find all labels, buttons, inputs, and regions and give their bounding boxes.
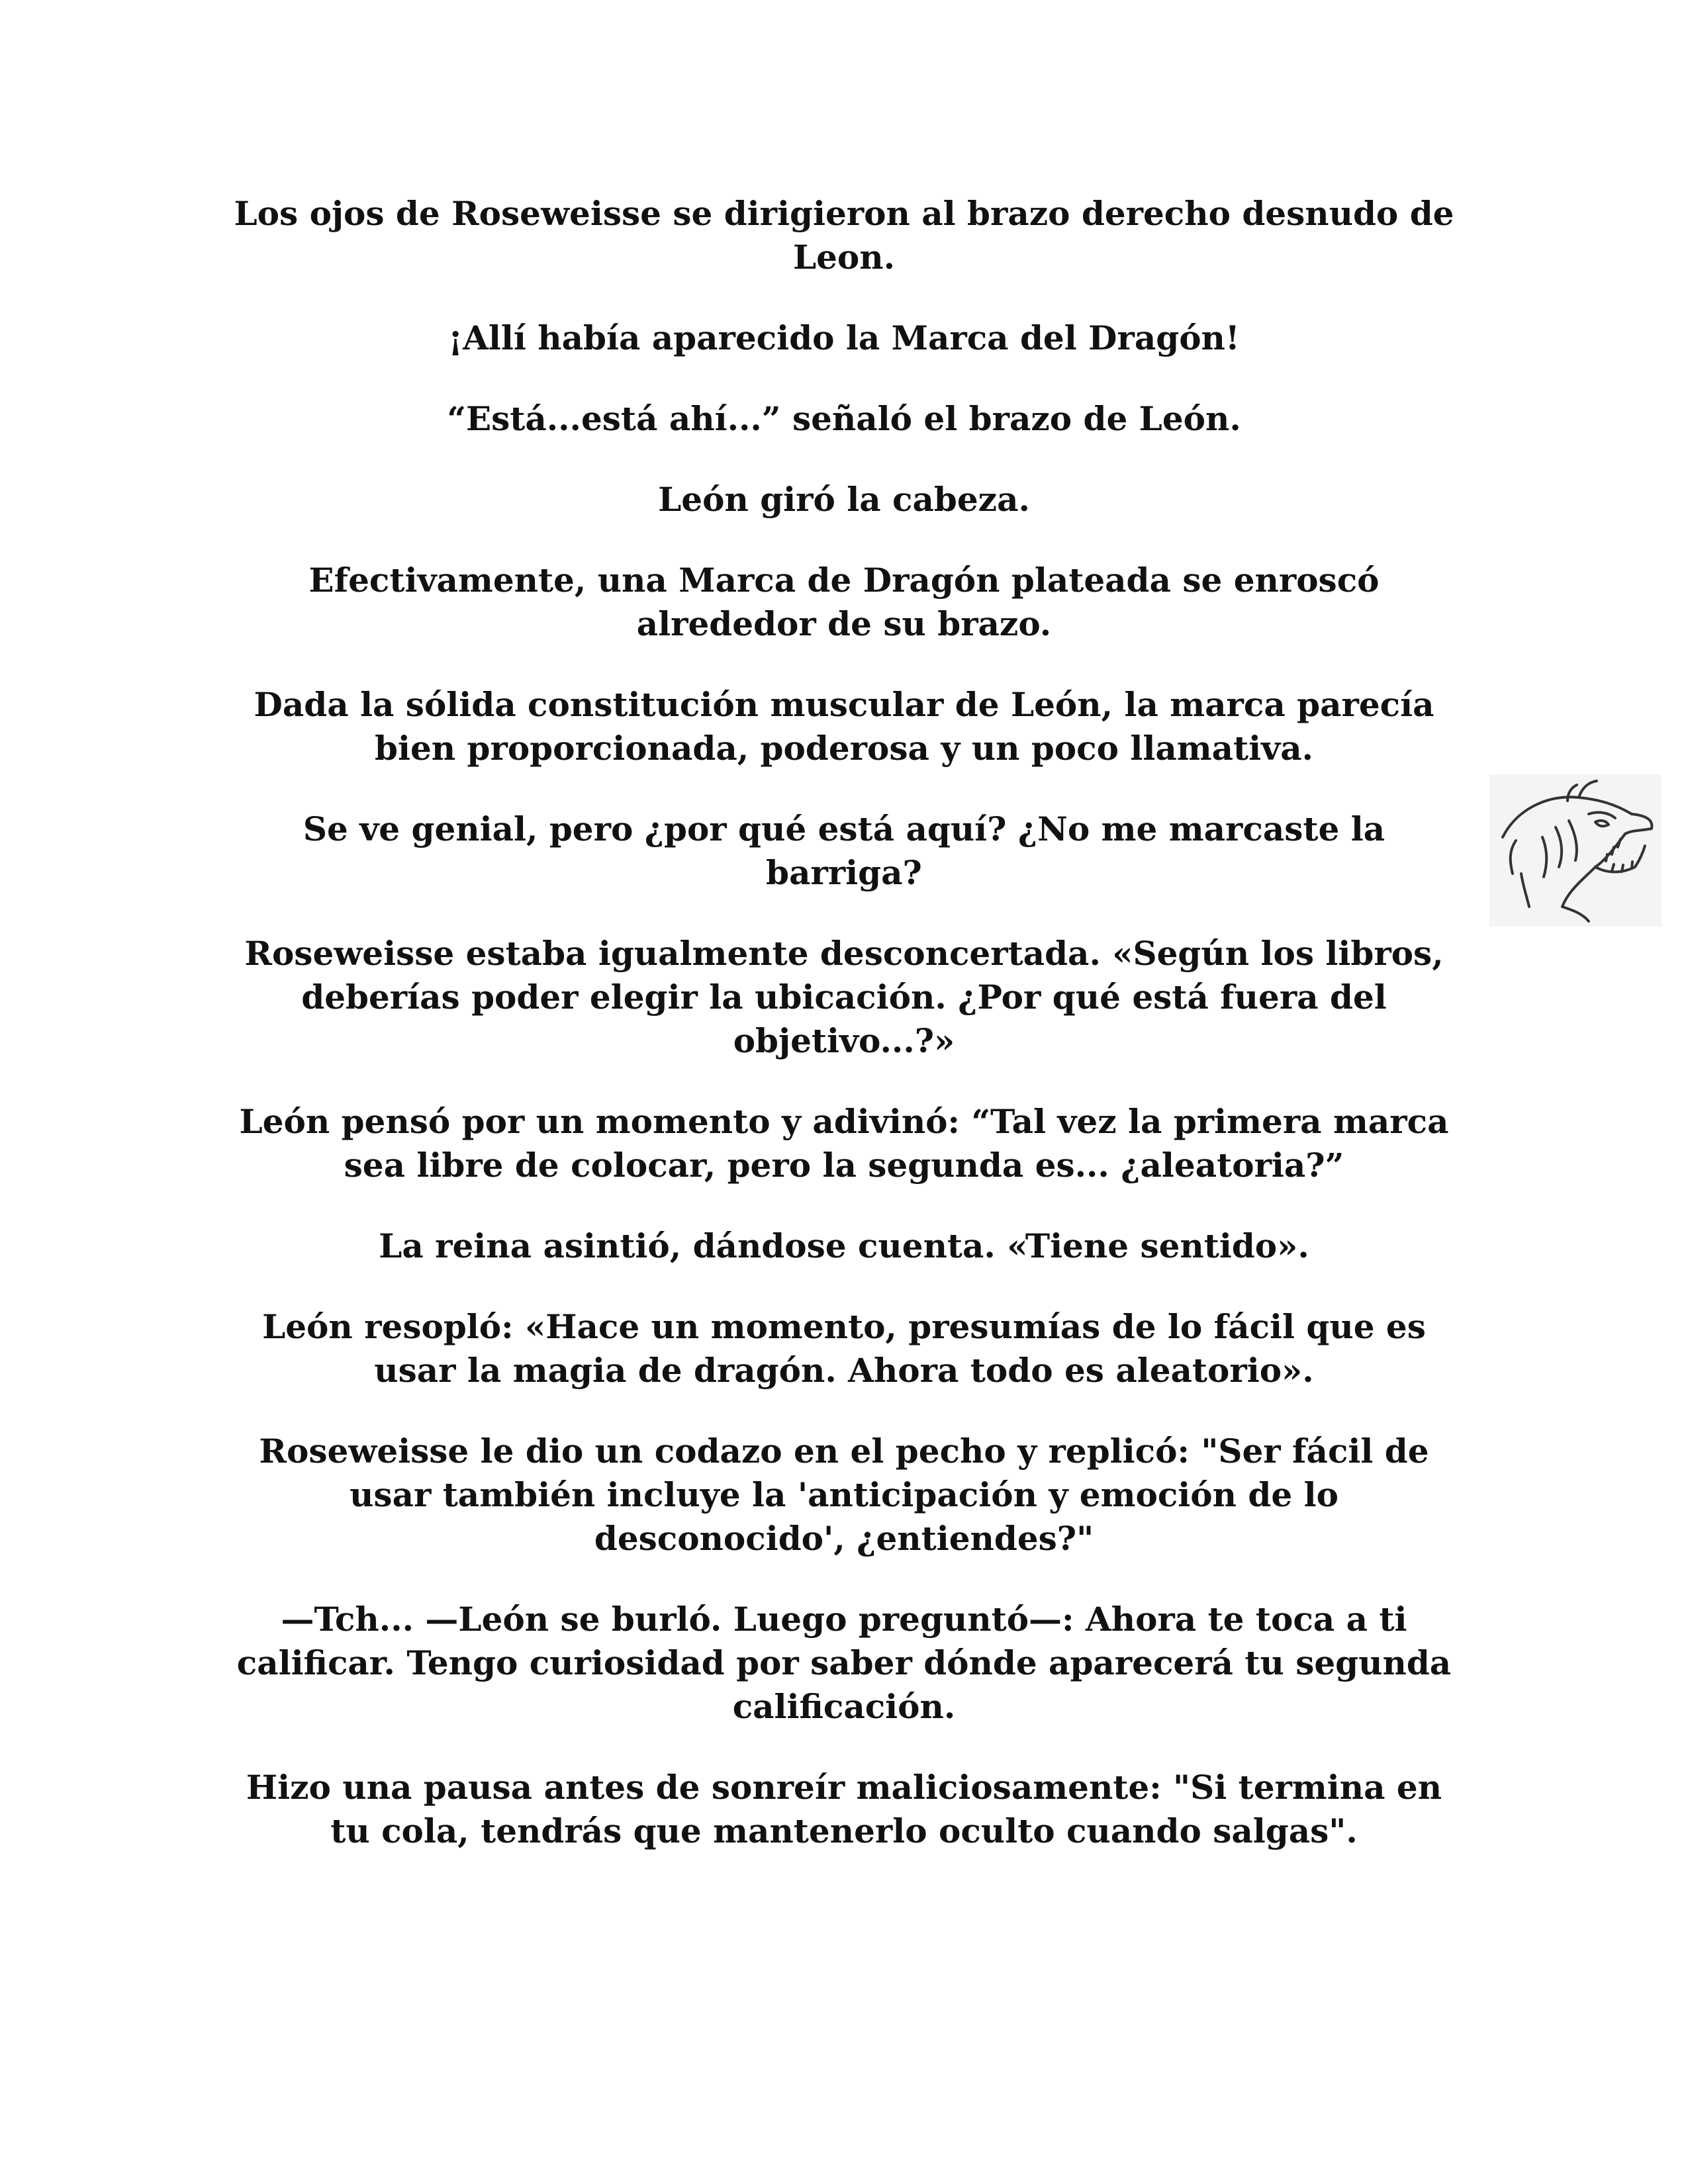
paragraph: “Está...está ahí...” señaló el brazo de León.: [447, 399, 1241, 438]
paragraph: Efectivamente, una Marca de Dragón plateada se enroscó alrededor de su brazo.: [308, 561, 1380, 643]
paragraph: León resopló: «Hace un momento, presumías de lo fácil que es usar la magia de dragón. Ahora todo es aleatorio».: [262, 1307, 1426, 1390]
paragraph: Roseweisse le dio un codazo en el pecho y replicó: "Ser fácil de usar también incluye la 'anticipación y emoción de lo desconocido', ¿entiendes?": [259, 1432, 1429, 1558]
story-text: [225, 192, 1463, 1890]
paragraph: Los ojos de Roseweisse se dirigieron al brazo derecho desnudo de Leon.: [234, 194, 1454, 277]
paragraph: Hizo una pausa antes de sonreír maliciosamente: "Si termina en tu cola, tendrás que mantenerlo oculto cuando salgas".: [246, 1768, 1442, 1850]
paragraph: ¡Allí había aparecido la Marca del Dragón!: [448, 318, 1240, 357]
paragraph: León giró la cabeza.: [658, 480, 1030, 519]
paragraph: —Tch... —León se burló. Luego preguntó—: Ahora te toca a ti calificar. Tengo curiosidad por saber dónde aparecerá tu segunda calificación.: [236, 1600, 1452, 1726]
paragraph: Se ve genial, pero ¿por qué está aquí? ¿No me marcaste la barriga?: [303, 809, 1385, 892]
paragraph: Roseweisse estaba igualmente desconcertada. «Según los libros, deberías poder elegir la ubicación. ¿Por qué está fuera del objetivo...?»: [244, 934, 1444, 1060]
paragraph: León pensó por un momento y adivinó: “Tal vez la primera marca sea libre de colocar, pero la segunda es... ¿aleatoria?”: [239, 1102, 1449, 1185]
paragraph: Dada la sólida constitución muscular de León, la marca parecía bien proporcionada, poderosa y un poco llamativa.: [254, 685, 1434, 768]
paragraph: La reina asintió, dándose cuenta. «Tiene sentido».: [379, 1226, 1309, 1265]
dragon-head-sketch-icon: [1489, 774, 1662, 927]
